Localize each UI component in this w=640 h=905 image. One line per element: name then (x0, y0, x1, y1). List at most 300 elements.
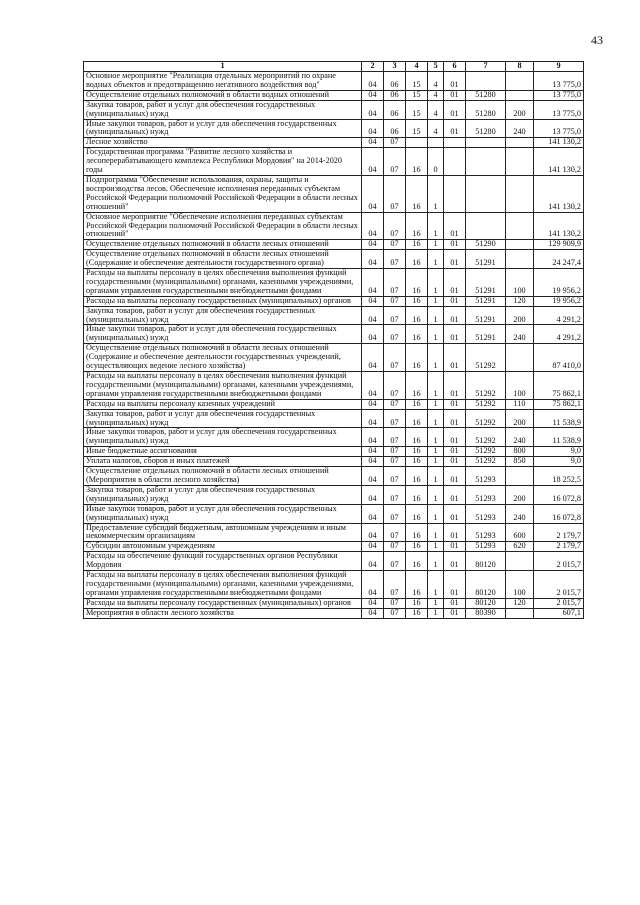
table-row (84, 571, 584, 599)
table-row (84, 504, 584, 523)
row-code-col-5: 1 (428, 372, 444, 400)
row-code-col-2: 04 (362, 485, 384, 504)
row-code-col-7: 51280 (466, 100, 506, 119)
row-code-col-8: 200 (506, 100, 534, 119)
row-code-col-4: 15 (406, 119, 428, 138)
row-code-col-6: 01 (444, 100, 466, 119)
column-header-6: 6 (444, 62, 466, 72)
table-row (84, 457, 584, 467)
row-code-col-7: 51291 (466, 269, 506, 297)
row-code-col-6: 01 (444, 409, 466, 428)
row-name: Расходы на выплаты персоналу государственных (муниципальных) органов (84, 296, 362, 306)
row-code-col-8: 100 (506, 372, 534, 400)
row-name: Иные закупки товаров, работ и услуг для обеспечения государственных (муниципальных) нужд (84, 428, 362, 447)
row-name: Расходы на выплаты персоналу государственных (муниципальных) органов (84, 598, 362, 608)
row-code-col-4: 16 (406, 306, 428, 325)
row-code-col-4: 16 (406, 571, 428, 599)
row-code-col-3: 07 (384, 447, 406, 457)
row-amount: 141 130,2 (534, 148, 584, 176)
table-row (84, 72, 584, 91)
row-code-col-3: 07 (384, 608, 406, 618)
row-code-col-7: 51291 (466, 306, 506, 325)
row-code-col-7: 51291 (466, 296, 506, 306)
row-code-col-5: 1 (428, 306, 444, 325)
row-code-col-5: 1 (428, 447, 444, 457)
row-code-col-4: 16 (406, 250, 428, 269)
row-code-col-2: 04 (362, 100, 384, 119)
row-code-col-6: 01 (444, 296, 466, 306)
row-code-col-8 (506, 212, 534, 240)
row-name: Мероприятия в области лесного хозяйства (84, 608, 362, 618)
row-code-col-5: 1 (428, 598, 444, 608)
row-code-col-2: 04 (362, 552, 384, 571)
row-name: Осуществление отдельных полномочий в области лесных отношений (Мероприятия в области лесного хозяйства) (84, 467, 362, 486)
row-code-col-5: 1 (428, 428, 444, 447)
row-amount: 13 775,0 (534, 72, 584, 91)
row-code-col-8 (506, 250, 534, 269)
table-row (84, 608, 584, 618)
table-row (84, 269, 584, 297)
row-code-col-2: 04 (362, 598, 384, 608)
table-row (84, 250, 584, 269)
row-code-col-8: 200 (506, 409, 534, 428)
row-code-col-6: 01 (444, 523, 466, 542)
row-code-col-5: 1 (428, 552, 444, 571)
row-amount: 87 410,0 (534, 344, 584, 372)
row-code-col-3: 07 (384, 523, 406, 542)
row-code-col-4: 16 (406, 296, 428, 306)
row-code-col-5: 1 (428, 523, 444, 542)
column-header-7: 7 (466, 62, 506, 72)
row-code-col-4: 16 (406, 523, 428, 542)
row-code-col-6: 01 (444, 598, 466, 608)
column-header-1: 1 (84, 62, 362, 72)
row-code-col-4: 16 (406, 344, 428, 372)
row-code-col-8: 240 (506, 325, 534, 344)
row-code-col-5: 4 (428, 119, 444, 138)
row-code-col-6: 01 (444, 212, 466, 240)
row-code-col-3: 06 (384, 100, 406, 119)
row-code-col-3: 07 (384, 296, 406, 306)
row-amount: 19 956,2 (534, 269, 584, 297)
row-code-col-5: 0 (428, 148, 444, 176)
row-code-col-5: 1 (428, 542, 444, 552)
row-code-col-3: 06 (384, 72, 406, 91)
row-code-col-4: 16 (406, 485, 428, 504)
row-code-col-7: 51291 (466, 325, 506, 344)
table-row (84, 344, 584, 372)
row-code-col-7: 80120 (466, 571, 506, 599)
row-code-col-3: 07 (384, 457, 406, 467)
row-code-col-6: 01 (444, 399, 466, 409)
table-row (84, 138, 584, 148)
row-code-col-6: 01 (444, 485, 466, 504)
table-row (84, 485, 584, 504)
row-code-col-7: 80120 (466, 552, 506, 571)
row-code-col-4: 15 (406, 90, 428, 100)
row-code-col-8: 800 (506, 447, 534, 457)
row-code-col-4: 16 (406, 447, 428, 457)
row-code-col-4: 16 (406, 542, 428, 552)
row-code-col-7: 51292 (466, 344, 506, 372)
row-code-col-3: 06 (384, 119, 406, 138)
row-code-col-2: 04 (362, 571, 384, 599)
row-amount: 11 538,9 (534, 409, 584, 428)
row-code-col-3: 07 (384, 571, 406, 599)
row-code-col-4: 16 (406, 467, 428, 486)
row-code-col-6 (444, 175, 466, 212)
row-code-col-6: 01 (444, 325, 466, 344)
table-row (84, 175, 584, 212)
row-code-col-6: 01 (444, 447, 466, 457)
row-name: Иные бюджетные ассигнования (84, 447, 362, 457)
row-code-col-8: 100 (506, 269, 534, 297)
row-name: Осуществление отдельных полномочий в области лесных отношений (84, 240, 362, 250)
row-name: Основное мероприятие "Реализация отдельных мероприятий по охране водных объектов и предотвращению негативного воздействия вод" (84, 72, 362, 91)
row-code-col-5: 4 (428, 100, 444, 119)
row-name: Основное мероприятие "Обеспечение исполнения переданных субъектам Российской Федерации полномочий Российской Федерации в области лесных отношений" (84, 212, 362, 240)
row-amount: 9,0 (534, 457, 584, 467)
row-code-col-4: 16 (406, 212, 428, 240)
column-header-4: 4 (406, 62, 428, 72)
row-code-col-5: 1 (428, 296, 444, 306)
row-amount: 2 015,7 (534, 552, 584, 571)
row-amount: 2 015,7 (534, 598, 584, 608)
row-code-col-4: 16 (406, 428, 428, 447)
row-code-col-6: 01 (444, 457, 466, 467)
row-code-col-3: 07 (384, 504, 406, 523)
table-row (84, 306, 584, 325)
table-row (84, 212, 584, 240)
row-code-col-6 (444, 138, 466, 148)
row-code-col-6: 01 (444, 467, 466, 486)
row-code-col-2: 04 (362, 542, 384, 552)
row-code-col-5: 1 (428, 467, 444, 486)
row-code-col-3: 07 (384, 598, 406, 608)
table-row (84, 372, 584, 400)
row-amount: 2 179,7 (534, 523, 584, 542)
row-name: Иные закупки товаров, работ и услуг для обеспечения государственных (муниципальных) нужд (84, 504, 362, 523)
row-code-col-5: 1 (428, 504, 444, 523)
row-code-col-4: 16 (406, 457, 428, 467)
row-code-col-6: 01 (444, 306, 466, 325)
row-code-col-3: 07 (384, 250, 406, 269)
row-name: Субсидии автономным учреждениям (84, 542, 362, 552)
row-code-col-3: 07 (384, 306, 406, 325)
row-code-col-2: 04 (362, 457, 384, 467)
row-name: Лесное хозяйство (84, 138, 362, 148)
column-header-3: 3 (384, 62, 406, 72)
row-code-col-8 (506, 175, 534, 212)
page-number: 43 (591, 33, 603, 47)
row-code-col-8: 120 (506, 598, 534, 608)
row-code-col-4: 16 (406, 148, 428, 176)
row-code-col-7: 80120 (466, 598, 506, 608)
row-code-col-2: 04 (362, 138, 384, 148)
row-amount: 16 072,8 (534, 504, 584, 523)
row-code-col-3: 07 (384, 467, 406, 486)
column-header-9: 9 (534, 62, 584, 72)
row-code-col-6: 01 (444, 250, 466, 269)
row-code-col-6: 01 (444, 119, 466, 138)
row-code-col-8: 120 (506, 296, 534, 306)
row-name: Расходы на обеспечение функций государственных органов Республики Мордовия (84, 552, 362, 571)
table-row (84, 409, 584, 428)
row-code-col-7: 51293 (466, 467, 506, 486)
row-code-col-7: 51291 (466, 250, 506, 269)
row-amount: 75 862,1 (534, 399, 584, 409)
row-code-col-6: 01 (444, 240, 466, 250)
row-code-col-8: 110 (506, 399, 534, 409)
row-amount: 75 862,1 (534, 372, 584, 400)
row-code-col-3: 07 (384, 485, 406, 504)
row-code-col-2: 04 (362, 409, 384, 428)
row-code-col-7: 51292 (466, 428, 506, 447)
row-code-col-8: 200 (506, 485, 534, 504)
row-code-col-4: 16 (406, 504, 428, 523)
row-code-col-2: 04 (362, 175, 384, 212)
row-code-col-5 (428, 138, 444, 148)
row-code-col-4: 16 (406, 608, 428, 618)
row-code-col-5: 4 (428, 90, 444, 100)
row-amount: 9,0 (534, 447, 584, 457)
row-code-col-6: 01 (444, 90, 466, 100)
row-code-col-4: 15 (406, 72, 428, 91)
row-code-col-6: 01 (444, 571, 466, 599)
row-code-col-4: 16 (406, 552, 428, 571)
table-row (84, 90, 584, 100)
row-code-col-7: 51280 (466, 119, 506, 138)
row-amount: 16 072,8 (534, 485, 584, 504)
row-code-col-2: 04 (362, 72, 384, 91)
table-row (84, 542, 584, 552)
row-amount: 18 252,5 (534, 467, 584, 486)
column-header-5: 5 (428, 62, 444, 72)
row-amount: 13 775,0 (534, 100, 584, 119)
row-code-col-4 (406, 138, 428, 148)
row-code-col-5: 1 (428, 250, 444, 269)
row-code-col-2: 04 (362, 399, 384, 409)
row-code-col-7: 51280 (466, 90, 506, 100)
row-code-col-4: 16 (406, 240, 428, 250)
table-row (84, 467, 584, 486)
row-code-col-3: 07 (384, 325, 406, 344)
table-row (84, 598, 584, 608)
row-code-col-6: 01 (444, 269, 466, 297)
row-code-col-8: 620 (506, 542, 534, 552)
row-code-col-5: 1 (428, 399, 444, 409)
row-code-col-2: 04 (362, 344, 384, 372)
table-row (84, 428, 584, 447)
row-code-col-8 (506, 72, 534, 91)
header-row (84, 62, 584, 72)
row-amount: 2 179,7 (534, 542, 584, 552)
row-code-col-4: 16 (406, 399, 428, 409)
row-code-col-8 (506, 148, 534, 176)
row-code-col-8 (506, 90, 534, 100)
row-amount: 4 291,2 (534, 325, 584, 344)
row-amount: 19 956,2 (534, 296, 584, 306)
row-name: Расходы на выплаты персоналу в целях обеспечения выполнения функций государственными (муниципальными) органами, казенными учреждениями, органами управления государственными внебюджетными фондами (84, 571, 362, 599)
row-code-col-7: 51292 (466, 409, 506, 428)
row-code-col-5: 1 (428, 175, 444, 212)
row-code-col-2: 04 (362, 325, 384, 344)
row-code-col-2: 04 (362, 372, 384, 400)
row-code-col-2: 04 (362, 148, 384, 176)
row-name: Предоставление субсидий бюджетным, автономным учреждениям и иным некоммерческим организациям (84, 523, 362, 542)
table-body (84, 72, 584, 619)
row-code-col-8: 240 (506, 504, 534, 523)
row-code-col-2: 04 (362, 504, 384, 523)
budget-table (83, 61, 584, 619)
row-amount: 141 130,2 (534, 175, 584, 212)
row-code-col-3: 07 (384, 138, 406, 148)
row-amount: 4 291,2 (534, 306, 584, 325)
row-code-col-5: 1 (428, 240, 444, 250)
row-code-col-7: 51293 (466, 504, 506, 523)
row-code-col-7: 51293 (466, 523, 506, 542)
row-code-col-7 (466, 175, 506, 212)
row-code-col-6 (444, 148, 466, 176)
row-code-col-7: 51292 (466, 372, 506, 400)
row-code-col-4: 16 (406, 372, 428, 400)
row-code-col-2: 04 (362, 240, 384, 250)
row-code-col-7 (466, 148, 506, 176)
row-name: Государственная программа "Развитие лесного хозяйства и лесоперерабатывающего комплекса Республики Мордовия" на 2014-2020 годы (84, 148, 362, 176)
row-code-col-2: 04 (362, 447, 384, 457)
row-code-col-5: 1 (428, 608, 444, 618)
row-code-col-8 (506, 240, 534, 250)
row-code-col-8 (506, 344, 534, 372)
row-code-col-6: 01 (444, 552, 466, 571)
row-code-col-7: 51292 (466, 447, 506, 457)
row-code-col-7: 80390 (466, 608, 506, 618)
row-code-col-3: 07 (384, 409, 406, 428)
row-name: Расходы на выплаты персоналу казенных учреждений (84, 399, 362, 409)
row-code-col-2: 04 (362, 428, 384, 447)
row-code-col-3: 07 (384, 552, 406, 571)
row-code-col-8: 240 (506, 428, 534, 447)
row-name: Иные закупки товаров, работ и услуг для обеспечения государственных (муниципальных) нужд (84, 325, 362, 344)
row-code-col-5: 4 (428, 72, 444, 91)
column-header-8: 8 (506, 62, 534, 72)
row-name: Осуществление отдельных полномочий в области водных отношений (84, 90, 362, 100)
row-name: Иные закупки товаров, работ и услуг для обеспечения государственных (муниципальных) нужд (84, 119, 362, 138)
row-code-col-7: 51292 (466, 457, 506, 467)
table-row (84, 399, 584, 409)
row-code-col-8: 100 (506, 571, 534, 599)
table-row (84, 552, 584, 571)
row-code-col-3: 07 (384, 372, 406, 400)
row-code-col-6: 01 (444, 428, 466, 447)
row-code-col-7: 51290 (466, 240, 506, 250)
row-code-col-2: 04 (362, 467, 384, 486)
row-code-col-2: 04 (362, 296, 384, 306)
row-code-col-5: 1 (428, 325, 444, 344)
row-code-col-3: 06 (384, 90, 406, 100)
table-row (84, 296, 584, 306)
row-code-col-8: 240 (506, 119, 534, 138)
table-row (84, 148, 584, 176)
row-code-col-7 (466, 138, 506, 148)
row-code-col-3: 07 (384, 399, 406, 409)
row-code-col-3: 07 (384, 240, 406, 250)
row-code-col-3: 07 (384, 269, 406, 297)
row-code-col-2: 04 (362, 212, 384, 240)
table-row (84, 119, 584, 138)
row-amount: 607,1 (534, 608, 584, 618)
row-code-col-5: 1 (428, 409, 444, 428)
row-code-col-2: 04 (362, 306, 384, 325)
row-code-col-6: 01 (444, 504, 466, 523)
row-code-col-5: 1 (428, 457, 444, 467)
row-code-col-8 (506, 138, 534, 148)
table-row (84, 100, 584, 119)
row-code-col-8 (506, 608, 534, 618)
row-name: Расходы на выплаты персоналу в целях обеспечения выполнения функций государственными (муниципальными) органами, казенными учреждениями, органами управления государственными внебюджетными фондами (84, 269, 362, 297)
column-header-2: 2 (362, 62, 384, 72)
row-code-col-5: 1 (428, 269, 444, 297)
row-name: Закупка товаров, работ и услуг для обеспечения государственных (муниципальных) нужд (84, 100, 362, 119)
row-amount: 13 775,0 (534, 90, 584, 100)
table-row (84, 447, 584, 457)
row-code-col-2: 04 (362, 608, 384, 618)
row-code-col-7: 51293 (466, 542, 506, 552)
row-code-col-6: 01 (444, 608, 466, 618)
row-code-col-4: 16 (406, 175, 428, 212)
row-code-col-3: 07 (384, 148, 406, 176)
row-code-col-8: 600 (506, 523, 534, 542)
table-row (84, 523, 584, 542)
row-name: Подпрограмма "Обеспечение использования, охраны, защиты и воспроизводства лесов. Обеспечение исполнения переданных субъектам Российской Федерации полномочий Российской Федерации в области лесных отношений" (84, 175, 362, 212)
row-name: Закупка товаров, работ и услуг для обеспечения государственных (муниципальных) нужд (84, 306, 362, 325)
row-amount: 129 909,9 (534, 240, 584, 250)
row-amount: 13 775,0 (534, 119, 584, 138)
row-code-col-4: 16 (406, 269, 428, 297)
row-code-col-4: 16 (406, 598, 428, 608)
row-code-col-4: 15 (406, 100, 428, 119)
row-code-col-8 (506, 467, 534, 486)
row-amount: 141 130,2 (534, 212, 584, 240)
row-code-col-2: 04 (362, 90, 384, 100)
row-code-col-3: 07 (384, 212, 406, 240)
row-code-col-6: 01 (444, 344, 466, 372)
row-code-col-5: 1 (428, 344, 444, 372)
row-code-col-2: 04 (362, 269, 384, 297)
row-code-col-3: 07 (384, 344, 406, 372)
row-code-col-7: 51292 (466, 399, 506, 409)
row-name: Осуществление отдельных полномочий в области лесных отношений (Содержание и обеспечение деятельности государственного органа) (84, 250, 362, 269)
row-name: Уплата налогов, сборов и иных платежей (84, 457, 362, 467)
row-code-col-5: 1 (428, 571, 444, 599)
table-row (84, 240, 584, 250)
row-name: Закупка товаров, работ и услуг для обеспечения государственных (муниципальных) нужд (84, 409, 362, 428)
row-code-col-7 (466, 212, 506, 240)
row-code-col-8 (506, 552, 534, 571)
row-code-col-7: 51293 (466, 485, 506, 504)
row-code-col-3: 07 (384, 428, 406, 447)
row-code-col-4: 16 (406, 325, 428, 344)
row-code-col-5: 1 (428, 212, 444, 240)
row-name: Расходы на выплаты персоналу в целях обеспечения выполнения функций государственными (муниципальными) органами, казенными учреждениями, органами управления государственными внебюджетными фондами (84, 372, 362, 400)
row-code-col-5: 1 (428, 485, 444, 504)
row-amount: 11 538,9 (534, 428, 584, 447)
row-amount: 141 130,2 (534, 138, 584, 148)
table-row (84, 325, 584, 344)
row-code-col-6: 01 (444, 372, 466, 400)
row-code-col-6: 01 (444, 72, 466, 91)
row-amount: 24 247,4 (534, 250, 584, 269)
